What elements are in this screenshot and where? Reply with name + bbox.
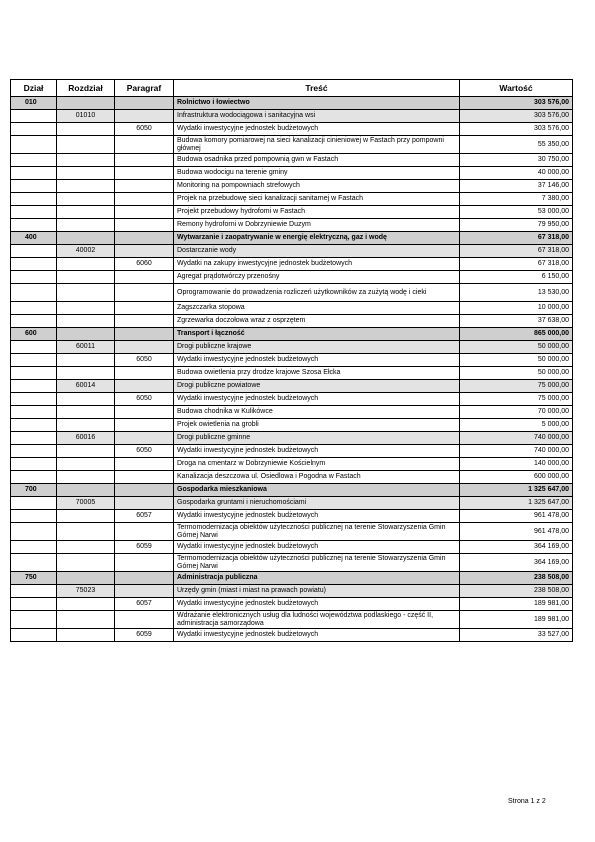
table-row-paragraf [11, 510, 573, 523]
table-row-item [11, 302, 573, 315]
cell-tresc: Wydatki na zakupy inwestycyjne jednostek budżetowych [174, 258, 460, 271]
cell-rozdzial [57, 354, 115, 367]
table-row-item [11, 180, 573, 193]
cell-dzial [11, 471, 57, 484]
cell-dzial [11, 554, 57, 572]
cell-tresc: Oprogramowanie do prowadzenia rozliczeń użytkowników za zużytą wodę i cieki [174, 284, 460, 302]
cell-paragraf: 6057 [115, 510, 174, 523]
cell-tresc: Dostarczanie wody [174, 245, 460, 258]
cell-paragraf: 6050 [115, 445, 174, 458]
cell-tresc: Wydatki inwestycyjne jednostek budżetowych [174, 393, 460, 406]
cell-paragraf [115, 136, 174, 154]
cell-dzial [11, 302, 57, 315]
cell-dzial: 600 [11, 328, 57, 341]
cell-tresc: Gospodarka mieszkaniowa [174, 484, 460, 497]
header-wartosc: Wartość [460, 80, 573, 97]
cell-tresc: Wydatki inwestycyjne jednostek budżetowych [174, 445, 460, 458]
cell-paragraf [115, 180, 174, 193]
cell-rozdzial: 01010 [57, 110, 115, 123]
cell-dzial [11, 541, 57, 554]
cell-tresc: Wydatki inwestycyjne jednostek budżetowych [174, 541, 460, 554]
table-row-item [11, 406, 573, 419]
table-row-item [11, 554, 573, 572]
cell-dzial [11, 110, 57, 123]
cell-rozdzial: 60011 [57, 341, 115, 354]
cell-dzial [11, 167, 57, 180]
cell-wartosc: 10 000,00 [460, 302, 573, 315]
table-row-item [11, 193, 573, 206]
cell-wartosc: 50 000,00 [460, 354, 573, 367]
cell-tresc: Drogi publiczne gminne [174, 432, 460, 445]
cell-wartosc: 740 000,00 [460, 445, 573, 458]
cell-tresc: Wydatki inwestycyjne jednostek budżetowych [174, 598, 460, 611]
cell-rozdzial: 70005 [57, 497, 115, 510]
cell-paragraf [115, 572, 174, 585]
cell-rozdzial [57, 97, 115, 110]
cell-dzial [11, 123, 57, 136]
cell-rozdzial [57, 315, 115, 328]
table-row-rozdzial [11, 497, 573, 510]
table-row-item [11, 315, 573, 328]
cell-rozdzial [57, 458, 115, 471]
table-row-paragraf [11, 393, 573, 406]
cell-paragraf [115, 406, 174, 419]
cell-dzial [11, 510, 57, 523]
cell-rozdzial: 60014 [57, 380, 115, 393]
cell-wartosc: 140 000,00 [460, 458, 573, 471]
cell-wartosc: 600 000,00 [460, 471, 573, 484]
cell-tresc: Zagszczarka stopowa [174, 302, 460, 315]
cell-paragraf: 6057 [115, 598, 174, 611]
cell-rozdzial [57, 180, 115, 193]
cell-dzial [11, 432, 57, 445]
cell-paragraf [115, 302, 174, 315]
cell-wartosc: 189 981,00 [460, 611, 573, 629]
cell-tresc: Wydatki inwestycyjne jednostek budżetowych [174, 510, 460, 523]
table-row-item [11, 458, 573, 471]
cell-tresc: Gospodarka gruntami i nieruchomościami [174, 497, 460, 510]
table-row-paragraf [11, 354, 573, 367]
cell-paragraf [115, 585, 174, 598]
cell-tresc: Wydatki inwestycyjne jednostek budżetowych [174, 123, 460, 136]
cell-paragraf [115, 458, 174, 471]
cell-wartosc: 55 350,00 [460, 136, 573, 154]
cell-dzial [11, 445, 57, 458]
cell-rozdzial [57, 629, 115, 642]
cell-dzial [11, 245, 57, 258]
cell-dzial [11, 154, 57, 167]
cell-rozdzial [57, 598, 115, 611]
cell-paragraf [115, 284, 174, 302]
cell-tresc: Rolnictwo i łowiectwo [174, 97, 460, 110]
cell-dzial [11, 271, 57, 284]
cell-dzial [11, 219, 57, 232]
cell-tresc: Kanalizacja deszczowa ul. Osiedlowa i Pogodna w Fastach [174, 471, 460, 484]
cell-rozdzial: 75023 [57, 585, 115, 598]
cell-wartosc: 6 150,00 [460, 271, 573, 284]
cell-tresc: Projekt przebudowy hydrofomi w Fastach [174, 206, 460, 219]
cell-wartosc: 189 981,00 [460, 598, 573, 611]
table-row-rozdzial [11, 245, 573, 258]
table-row-paragraf [11, 258, 573, 271]
cell-rozdzial [57, 193, 115, 206]
cell-paragraf: 6050 [115, 123, 174, 136]
header-paragraf: Paragraf [115, 80, 174, 97]
cell-wartosc: 67 318,00 [460, 258, 573, 271]
cell-wartosc: 79 950,00 [460, 219, 573, 232]
cell-wartosc: 30 750,00 [460, 154, 573, 167]
cell-wartosc: 67 318,00 [460, 232, 573, 245]
cell-rozdzial [57, 541, 115, 554]
cell-paragraf [115, 380, 174, 393]
cell-tresc: Remony hydroforni w Dobrzyniewie Duzym [174, 219, 460, 232]
table-row-rozdzial [11, 341, 573, 354]
cell-wartosc: 40 000,00 [460, 167, 573, 180]
cell-rozdzial [57, 284, 115, 302]
table-row-rozdzial [11, 380, 573, 393]
cell-wartosc: 865 000,00 [460, 328, 573, 341]
cell-tresc: Infrastruktura wodociągowa i sanitacyjna wsi [174, 110, 460, 123]
cell-rozdzial [57, 271, 115, 284]
cell-rozdzial [57, 302, 115, 315]
cell-dzial [11, 523, 57, 541]
cell-rozdzial [57, 510, 115, 523]
table-row-paragraf [11, 445, 573, 458]
cell-rozdzial [57, 136, 115, 154]
header-tresc: Treść [174, 80, 460, 97]
cell-paragraf [115, 523, 174, 541]
cell-dzial [11, 611, 57, 629]
cell-dzial: 400 [11, 232, 57, 245]
cell-wartosc: 5 000,00 [460, 419, 573, 432]
cell-wartosc: 7 380,00 [460, 193, 573, 206]
cell-tresc: Agregat prądotwórczy przenośny [174, 271, 460, 284]
cell-rozdzial [57, 419, 115, 432]
cell-tresc: Projek owietlenia na grobli [174, 419, 460, 432]
cell-tresc: Wydatki inwestycyjne jednostek budżetowych [174, 354, 460, 367]
table-row-paragraf [11, 629, 573, 642]
cell-wartosc: 37 638,00 [460, 315, 573, 328]
cell-dzial [11, 193, 57, 206]
cell-paragraf [115, 611, 174, 629]
table-row-dzial [11, 572, 573, 585]
cell-tresc: Projek na przebudowę sieci kanalizacji sanitarnej w Fastach [174, 193, 460, 206]
table-row-item [11, 136, 573, 154]
cell-wartosc: 303 576,00 [460, 123, 573, 136]
cell-dzial [11, 598, 57, 611]
cell-tresc: Budowa wodocigu na terenie gminy [174, 167, 460, 180]
table-row-item [11, 219, 573, 232]
cell-dzial [11, 284, 57, 302]
cell-tresc: Wytwarzanie i zaopatrywanie w energię elektryczną, gaz i wodę [174, 232, 460, 245]
cell-tresc: Termomodernizacja obiektów użyteczności publicznej na terenie Stowarzyszenia Gmin Górnej Narwi [174, 554, 460, 572]
table-row-dzial [11, 484, 573, 497]
cell-dzial [11, 419, 57, 432]
cell-dzial [11, 315, 57, 328]
cell-wartosc: 303 576,00 [460, 97, 573, 110]
cell-rozdzial [57, 471, 115, 484]
cell-rozdzial [57, 445, 115, 458]
cell-tresc: Wydatki inwestycyjne jednostek budżetowych [174, 629, 460, 642]
cell-rozdzial [57, 554, 115, 572]
table-row-item [11, 611, 573, 629]
cell-rozdzial [57, 367, 115, 380]
table-row-item [11, 419, 573, 432]
cell-tresc: Transport i łączność [174, 328, 460, 341]
cell-dzial [11, 180, 57, 193]
cell-paragraf: 6059 [115, 629, 174, 642]
cell-rozdzial [57, 328, 115, 341]
cell-wartosc: 364 169,00 [460, 554, 573, 572]
cell-tresc: Budowa owietlenia przy drodze krajowe Szosa Ełcka [174, 367, 460, 380]
header-dzial: Dział [11, 80, 57, 97]
cell-paragraf [115, 432, 174, 445]
table-row-rozdzial [11, 432, 573, 445]
table-row-item [11, 523, 573, 541]
cell-tresc: Termomodernizacja obiektów użyteczności publicznej na terenie Stowarzyszenia Gmin Górnej Narwi [174, 523, 460, 541]
cell-tresc: Drogi publiczne powiatowe [174, 380, 460, 393]
cell-tresc: Wdrażanie elektronicznych usług dla ludności województwa podlaskiego - część II, administracja samorządowa [174, 611, 460, 629]
cell-wartosc: 740 000,00 [460, 432, 573, 445]
table-row-dzial [11, 232, 573, 245]
header-rozdzial: Rozdział [57, 80, 115, 97]
cell-tresc: Budowa chodnika w Kulikówce [174, 406, 460, 419]
cell-paragraf [115, 154, 174, 167]
cell-dzial: 010 [11, 97, 57, 110]
cell-wartosc: 75 000,00 [460, 380, 573, 393]
table-row-item [11, 284, 573, 302]
cell-tresc: Administracja publiczna [174, 572, 460, 585]
cell-paragraf [115, 245, 174, 258]
cell-wartosc: 1 325 647,00 [460, 484, 573, 497]
cell-dzial [11, 354, 57, 367]
cell-paragraf: 6050 [115, 354, 174, 367]
cell-wartosc: 50 000,00 [460, 341, 573, 354]
cell-dzial [11, 380, 57, 393]
cell-rozdzial [57, 206, 115, 219]
cell-paragraf [115, 471, 174, 484]
cell-paragraf [115, 206, 174, 219]
cell-wartosc: 961 478,00 [460, 510, 573, 523]
cell-rozdzial [57, 167, 115, 180]
cell-paragraf [115, 97, 174, 110]
cell-paragraf [115, 419, 174, 432]
cell-rozdzial [57, 123, 115, 136]
cell-paragraf [115, 484, 174, 497]
cell-rozdzial: 40002 [57, 245, 115, 258]
table-row-paragraf [11, 541, 573, 554]
cell-tresc: Zgrzewarka doczołowa wraz z osprzętem [174, 315, 460, 328]
cell-paragraf [115, 328, 174, 341]
cell-rozdzial [57, 572, 115, 585]
cell-wartosc: 75 000,00 [460, 393, 573, 406]
cell-paragraf [115, 315, 174, 328]
table-row-paragraf [11, 123, 573, 136]
cell-rozdzial: 60016 [57, 432, 115, 445]
cell-rozdzial [57, 523, 115, 541]
table-row-dzial [11, 97, 573, 110]
table-row-item [11, 206, 573, 219]
cell-rozdzial [57, 219, 115, 232]
cell-paragraf [115, 193, 174, 206]
cell-tresc: Urzędy gmin (miast i miast na prawach powiatu) [174, 585, 460, 598]
cell-wartosc: 67 318,00 [460, 245, 573, 258]
table-row-item [11, 167, 573, 180]
cell-dzial: 700 [11, 484, 57, 497]
cell-dzial: 750 [11, 572, 57, 585]
cell-wartosc: 33 527,00 [460, 629, 573, 642]
table-row-item [11, 271, 573, 284]
cell-tresc: Monitoring na pompowniach strefowych [174, 180, 460, 193]
cell-paragraf [115, 497, 174, 510]
table-row-item [11, 154, 573, 167]
cell-dzial [11, 393, 57, 406]
cell-tresc: Budowa komory pomiarowej na sieci kanalizacji cinieniowej w Fastach przy pompowni głównej [174, 136, 460, 154]
cell-wartosc: 53 000,00 [460, 206, 573, 219]
table-header-row [11, 80, 573, 97]
cell-tresc: Drogi publiczne krajowe [174, 341, 460, 354]
cell-dzial [11, 585, 57, 598]
cell-wartosc: 364 169,00 [460, 541, 573, 554]
budget-table [10, 79, 573, 642]
cell-wartosc: 238 508,00 [460, 572, 573, 585]
cell-wartosc: 303 576,00 [460, 110, 573, 123]
cell-dzial [11, 258, 57, 271]
table-row-dzial [11, 328, 573, 341]
cell-rozdzial [57, 406, 115, 419]
cell-paragraf: 6050 [115, 393, 174, 406]
cell-dzial [11, 136, 57, 154]
table-row-item [11, 471, 573, 484]
cell-paragraf [115, 110, 174, 123]
page-number: Strona 1 z 2 [508, 798, 546, 805]
cell-wartosc: 70 000,00 [460, 406, 573, 419]
cell-dzial [11, 458, 57, 471]
cell-rozdzial [57, 393, 115, 406]
table-row-rozdzial [11, 110, 573, 123]
table-row-item [11, 367, 573, 380]
cell-paragraf: 6060 [115, 258, 174, 271]
cell-dzial [11, 629, 57, 642]
cell-wartosc: 1 325 647,00 [460, 497, 573, 510]
cell-paragraf [115, 271, 174, 284]
cell-wartosc: 238 508,00 [460, 585, 573, 598]
table-body [11, 97, 573, 642]
cell-dzial [11, 406, 57, 419]
cell-rozdzial [57, 611, 115, 629]
cell-paragraf [115, 167, 174, 180]
cell-paragraf [115, 219, 174, 232]
cell-paragraf [115, 367, 174, 380]
cell-wartosc: 13 530,00 [460, 284, 573, 302]
cell-rozdzial [57, 232, 115, 245]
cell-wartosc: 961 478,00 [460, 523, 573, 541]
cell-dzial [11, 341, 57, 354]
cell-wartosc: 37 146,00 [460, 180, 573, 193]
cell-paragraf: 6059 [115, 541, 174, 554]
table-row-paragraf [11, 598, 573, 611]
cell-paragraf [115, 341, 174, 354]
cell-tresc: Droga na cmentarz w Dobrzyniewie Kościelnym [174, 458, 460, 471]
cell-rozdzial [57, 258, 115, 271]
cell-dzial [11, 206, 57, 219]
cell-rozdzial [57, 154, 115, 167]
cell-dzial [11, 497, 57, 510]
cell-wartosc: 50 000,00 [460, 367, 573, 380]
cell-paragraf [115, 232, 174, 245]
cell-rozdzial [57, 484, 115, 497]
cell-tresc: Budowa osadnika przed pompownią gwn w Fastach [174, 154, 460, 167]
cell-paragraf [115, 554, 174, 572]
cell-dzial [11, 367, 57, 380]
table-row-rozdzial [11, 585, 573, 598]
